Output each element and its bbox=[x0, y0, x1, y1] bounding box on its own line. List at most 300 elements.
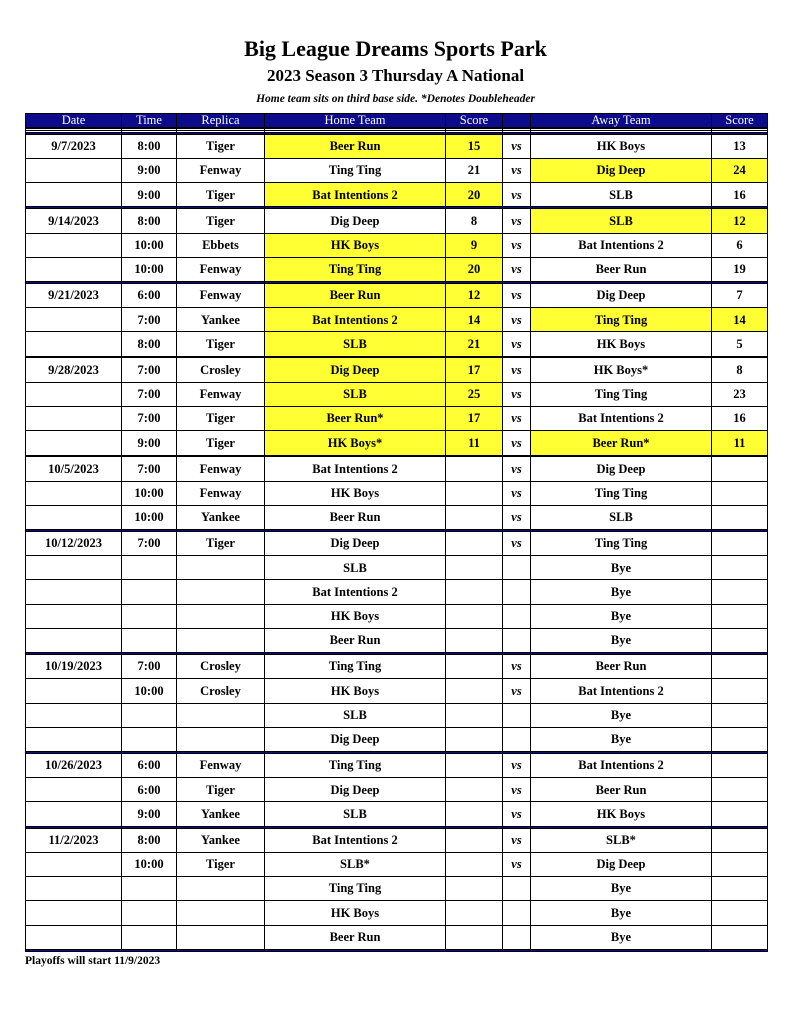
away-score-cell bbox=[712, 852, 768, 876]
home-score-cell: 20 bbox=[446, 183, 503, 207]
replica-cell: Crosley bbox=[177, 655, 265, 679]
replica-cell: Crosley bbox=[177, 358, 265, 382]
home-team-cell: HK Boys bbox=[265, 901, 446, 925]
home-score-cell: 21 bbox=[446, 332, 503, 356]
away-team-cell: Bat Intentions 2 bbox=[531, 679, 712, 703]
home-team-cell: Dig Deep bbox=[265, 778, 446, 802]
game-row bbox=[26, 209, 768, 233]
playoffs-note: Playoffs will start 11/9/2023 bbox=[25, 955, 161, 967]
time-cell: 7:00 bbox=[122, 655, 177, 679]
empty-cell bbox=[177, 556, 265, 580]
time-cell: 10:00 bbox=[122, 852, 177, 876]
home-team-cell: Dig Deep bbox=[265, 531, 446, 555]
vs-cell: vs bbox=[503, 332, 531, 356]
home-team-cell: Bat Intentions 2 bbox=[265, 183, 446, 207]
empty-cell bbox=[26, 580, 122, 604]
away-team-cell: Ting Ting bbox=[531, 481, 712, 505]
away-team-cell: Bye bbox=[531, 703, 712, 727]
home-team-cell: Beer Run bbox=[265, 134, 446, 158]
replica-cell: Fenway bbox=[177, 257, 265, 281]
empty-cell bbox=[26, 925, 122, 949]
replica-cell: Tiger bbox=[177, 332, 265, 356]
bye-row bbox=[26, 628, 768, 652]
empty-cell bbox=[712, 556, 768, 580]
home-team-cell: Bat Intentions 2 bbox=[265, 457, 446, 481]
empty-cell bbox=[446, 604, 503, 628]
game-row bbox=[26, 431, 768, 455]
col-home-score-header: Score bbox=[446, 114, 503, 128]
away-score-cell: 8 bbox=[712, 358, 768, 382]
vs-cell: vs bbox=[503, 209, 531, 233]
away-team-cell: Bat Intentions 2 bbox=[531, 407, 712, 431]
empty-cell bbox=[712, 901, 768, 925]
home-team-cell: Bat Intentions 2 bbox=[265, 308, 446, 332]
empty-cell bbox=[503, 556, 531, 580]
empty-cell bbox=[26, 901, 122, 925]
time-cell: 7:00 bbox=[122, 358, 177, 382]
bye-row bbox=[26, 925, 768, 949]
home-score-cell bbox=[446, 802, 503, 826]
date-cell bbox=[26, 778, 122, 802]
away-team-cell: Beer Run bbox=[531, 257, 712, 281]
home-team-cell: Beer Run bbox=[265, 925, 446, 949]
date-cell: 10/12/2023 bbox=[26, 531, 122, 555]
home-team-cell: Bat Intentions 2 bbox=[265, 580, 446, 604]
replica-cell: Tiger bbox=[177, 209, 265, 233]
away-score-cell bbox=[712, 531, 768, 555]
date-cell: 9/21/2023 bbox=[26, 283, 122, 307]
away-team-cell: Dig Deep bbox=[531, 852, 712, 876]
home-team-cell: Ting Ting bbox=[265, 158, 446, 182]
empty-cell bbox=[122, 556, 177, 580]
date-cell bbox=[26, 852, 122, 876]
empty-cell bbox=[177, 877, 265, 901]
game-row bbox=[26, 183, 768, 207]
game-row bbox=[26, 233, 768, 257]
away-score-cell: 12 bbox=[712, 209, 768, 233]
home-team-cell: Dig Deep bbox=[265, 209, 446, 233]
bye-row bbox=[26, 703, 768, 727]
home-team-cell: SLB bbox=[265, 703, 446, 727]
home-score-cell: 8 bbox=[446, 209, 503, 233]
empty-cell bbox=[26, 604, 122, 628]
away-team-cell: Ting Ting bbox=[531, 382, 712, 406]
game-row bbox=[26, 753, 768, 777]
time-cell: 10:00 bbox=[122, 481, 177, 505]
empty-cell bbox=[446, 901, 503, 925]
away-team-cell: Ting Ting bbox=[531, 308, 712, 332]
away-team-cell: Dig Deep bbox=[531, 158, 712, 182]
col-vs-header bbox=[503, 114, 531, 128]
home-team-cell: SLB bbox=[265, 556, 446, 580]
home-score-cell bbox=[446, 531, 503, 555]
home-score-cell bbox=[446, 679, 503, 703]
date-cell bbox=[26, 183, 122, 207]
home-score-cell: 9 bbox=[446, 233, 503, 257]
empty-cell bbox=[177, 949, 265, 951]
date-cell: 10/5/2023 bbox=[26, 457, 122, 481]
away-score-cell bbox=[712, 655, 768, 679]
col-date-header: Date bbox=[26, 114, 122, 128]
empty-cell bbox=[122, 949, 177, 951]
away-team-cell: HK Boys bbox=[531, 332, 712, 356]
date-cell bbox=[26, 257, 122, 281]
vs-cell: vs bbox=[503, 183, 531, 207]
date-cell bbox=[26, 431, 122, 455]
replica-cell: Yankee bbox=[177, 828, 265, 852]
replica-cell: Ebbets bbox=[177, 233, 265, 257]
game-row bbox=[26, 358, 768, 382]
vs-cell: vs bbox=[503, 382, 531, 406]
home-team-cell: Beer Run bbox=[265, 505, 446, 529]
empty-cell bbox=[26, 727, 122, 751]
vs-cell: vs bbox=[503, 358, 531, 382]
home-score-cell: 12 bbox=[446, 283, 503, 307]
game-row bbox=[26, 457, 768, 481]
empty-cell bbox=[446, 727, 503, 751]
home-team-cell: Beer Run* bbox=[265, 407, 446, 431]
away-score-cell: 13 bbox=[712, 134, 768, 158]
away-score-cell: 23 bbox=[712, 382, 768, 406]
replica-cell: Fenway bbox=[177, 457, 265, 481]
empty-cell bbox=[122, 901, 177, 925]
away-score-cell: 16 bbox=[712, 183, 768, 207]
col-time-header: Time bbox=[122, 114, 177, 128]
empty-cell bbox=[26, 703, 122, 727]
away-team-cell: SLB bbox=[531, 183, 712, 207]
home-score-cell bbox=[446, 655, 503, 679]
date-cell bbox=[26, 505, 122, 529]
game-row bbox=[26, 407, 768, 431]
away-score-cell bbox=[712, 481, 768, 505]
replica-cell: Fenway bbox=[177, 382, 265, 406]
replica-cell: Crosley bbox=[177, 679, 265, 703]
time-cell: 10:00 bbox=[122, 257, 177, 281]
replica-cell: Fenway bbox=[177, 283, 265, 307]
bye-row bbox=[26, 901, 768, 925]
time-cell: 6:00 bbox=[122, 778, 177, 802]
bye-row bbox=[26, 727, 768, 751]
home-team-cell: Ting Ting bbox=[265, 753, 446, 777]
time-cell: 10:00 bbox=[122, 233, 177, 257]
vs-cell: vs bbox=[503, 753, 531, 777]
empty-cell bbox=[446, 556, 503, 580]
away-score-cell bbox=[712, 753, 768, 777]
replica-cell: Yankee bbox=[177, 308, 265, 332]
date-cell bbox=[26, 679, 122, 703]
home-score-cell bbox=[446, 457, 503, 481]
date-cell: 9/7/2023 bbox=[26, 134, 122, 158]
home-team-cell: HK Boys bbox=[265, 481, 446, 505]
home-score-cell bbox=[446, 753, 503, 777]
away-score-cell bbox=[712, 802, 768, 826]
empty-cell bbox=[503, 727, 531, 751]
replica-cell: Fenway bbox=[177, 753, 265, 777]
home-team-cell: HK Boys bbox=[265, 233, 446, 257]
away-team-cell: Bye bbox=[531, 727, 712, 751]
away-team-cell: Beer Run* bbox=[531, 431, 712, 455]
page-title: Big League Dreams Sports Park bbox=[244, 36, 547, 61]
replica-cell: Fenway bbox=[177, 481, 265, 505]
away-score-cell: 16 bbox=[712, 407, 768, 431]
schedule-body bbox=[26, 127, 768, 952]
home-score-cell bbox=[446, 778, 503, 802]
replica-cell: Tiger bbox=[177, 407, 265, 431]
empty-cell bbox=[446, 949, 503, 951]
empty-cell bbox=[177, 925, 265, 949]
empty-cell bbox=[26, 556, 122, 580]
replica-cell: Tiger bbox=[177, 778, 265, 802]
time-cell: 8:00 bbox=[122, 332, 177, 356]
date-cell bbox=[26, 308, 122, 332]
replica-cell: Tiger bbox=[177, 431, 265, 455]
home-team-cell: SLB bbox=[265, 802, 446, 826]
date-cell bbox=[26, 332, 122, 356]
date-cell bbox=[26, 233, 122, 257]
away-team-cell: Bye bbox=[531, 901, 712, 925]
game-row bbox=[26, 852, 768, 876]
date-cell bbox=[26, 382, 122, 406]
bye-row bbox=[26, 877, 768, 901]
away-score-cell bbox=[712, 457, 768, 481]
game-row bbox=[26, 332, 768, 356]
vs-cell: vs bbox=[503, 505, 531, 529]
date-cell: 10/26/2023 bbox=[26, 753, 122, 777]
vs-cell: vs bbox=[503, 802, 531, 826]
empty-cell bbox=[122, 877, 177, 901]
empty-cell bbox=[177, 703, 265, 727]
home-team-cell: SLB bbox=[265, 332, 446, 356]
home-score-cell: 15 bbox=[446, 134, 503, 158]
away-team-cell: SLB* bbox=[531, 828, 712, 852]
empty-cell bbox=[177, 628, 265, 652]
replica-cell: Tiger bbox=[177, 183, 265, 207]
empty-cell bbox=[503, 604, 531, 628]
empty-cell bbox=[503, 877, 531, 901]
time-cell: 10:00 bbox=[122, 679, 177, 703]
away-score-cell: 11 bbox=[712, 431, 768, 455]
home-score-cell: 11 bbox=[446, 431, 503, 455]
home-team-cell: Dig Deep bbox=[265, 727, 446, 751]
vs-cell: vs bbox=[503, 481, 531, 505]
away-team-cell: Beer Run bbox=[531, 778, 712, 802]
away-team-cell: SLB bbox=[531, 209, 712, 233]
time-cell: 9:00 bbox=[122, 158, 177, 182]
vs-cell: vs bbox=[503, 283, 531, 307]
home-score-cell bbox=[446, 505, 503, 529]
home-team-cell: SLB* bbox=[265, 852, 446, 876]
time-cell: 9:00 bbox=[122, 802, 177, 826]
date-cell bbox=[26, 158, 122, 182]
game-row bbox=[26, 481, 768, 505]
away-team-cell: Bye bbox=[531, 877, 712, 901]
empty-cell bbox=[712, 703, 768, 727]
empty-cell bbox=[503, 628, 531, 652]
away-score-cell bbox=[712, 778, 768, 802]
vs-cell: vs bbox=[503, 531, 531, 555]
empty-cell bbox=[177, 604, 265, 628]
date-cell: 10/19/2023 bbox=[26, 655, 122, 679]
game-row bbox=[26, 828, 768, 852]
time-cell: 9:00 bbox=[122, 183, 177, 207]
empty-cell bbox=[177, 727, 265, 751]
home-team-cell: Ting Ting bbox=[265, 655, 446, 679]
empty-cell bbox=[712, 628, 768, 652]
time-cell: 7:00 bbox=[122, 531, 177, 555]
away-team-cell: Bye bbox=[531, 604, 712, 628]
header-row bbox=[26, 114, 768, 128]
home-team-cell: SLB bbox=[265, 382, 446, 406]
empty-cell bbox=[712, 604, 768, 628]
bye-row bbox=[26, 556, 768, 580]
away-score-cell bbox=[712, 505, 768, 529]
empty-cell bbox=[503, 901, 531, 925]
home-score-cell: 20 bbox=[446, 257, 503, 281]
week-separator bbox=[26, 949, 768, 951]
home-team-cell: Bat Intentions 2 bbox=[265, 828, 446, 852]
time-cell: 7:00 bbox=[122, 407, 177, 431]
bye-row bbox=[26, 604, 768, 628]
game-row bbox=[26, 778, 768, 802]
game-row bbox=[26, 308, 768, 332]
home-team-cell: HK Boys bbox=[265, 679, 446, 703]
empty-cell bbox=[26, 877, 122, 901]
schedule-table bbox=[25, 113, 768, 952]
season-subtitle: 2023 Season 3 Thursday A National bbox=[266, 66, 525, 85]
vs-cell: vs bbox=[503, 679, 531, 703]
game-row bbox=[26, 382, 768, 406]
vs-cell: vs bbox=[503, 457, 531, 481]
away-team-cell: Bye bbox=[531, 925, 712, 949]
away-team-cell: HK Boys bbox=[531, 802, 712, 826]
away-team-cell: Bye bbox=[531, 628, 712, 652]
vs-cell: vs bbox=[503, 828, 531, 852]
empty-cell bbox=[122, 925, 177, 949]
away-team-cell: HK Boys bbox=[531, 134, 712, 158]
empty-cell bbox=[122, 604, 177, 628]
empty-cell bbox=[177, 901, 265, 925]
game-row bbox=[26, 257, 768, 281]
bye-row bbox=[26, 580, 768, 604]
empty-cell bbox=[712, 949, 768, 951]
vs-cell: vs bbox=[503, 233, 531, 257]
empty-cell bbox=[26, 628, 122, 652]
home-score-cell: 17 bbox=[446, 358, 503, 382]
game-row bbox=[26, 655, 768, 679]
time-cell: 9:00 bbox=[122, 431, 177, 455]
away-team-cell: Beer Run bbox=[531, 655, 712, 679]
away-team-cell: Bye bbox=[531, 556, 712, 580]
home-score-cell: 25 bbox=[446, 382, 503, 406]
schedule-note: Home team sits on third base side. *Denotes Doubleheader bbox=[256, 93, 535, 105]
away-score-cell: 6 bbox=[712, 233, 768, 257]
empty-cell bbox=[503, 580, 531, 604]
empty-cell bbox=[503, 949, 531, 951]
empty-cell bbox=[712, 727, 768, 751]
home-score-cell: 21 bbox=[446, 158, 503, 182]
away-score-cell bbox=[712, 679, 768, 703]
home-team-cell: Ting Ting bbox=[265, 877, 446, 901]
empty-cell bbox=[712, 877, 768, 901]
col-replica-header: Replica bbox=[177, 114, 265, 128]
game-row bbox=[26, 679, 768, 703]
time-cell: 8:00 bbox=[122, 134, 177, 158]
away-team-cell: Bat Intentions 2 bbox=[531, 753, 712, 777]
empty-cell bbox=[446, 580, 503, 604]
game-row bbox=[26, 134, 768, 158]
date-cell: 9/28/2023 bbox=[26, 358, 122, 382]
away-team-cell: Dig Deep bbox=[531, 457, 712, 481]
time-cell: 8:00 bbox=[122, 828, 177, 852]
vs-cell: vs bbox=[503, 852, 531, 876]
empty-cell bbox=[503, 703, 531, 727]
empty-cell bbox=[712, 925, 768, 949]
empty-cell bbox=[122, 727, 177, 751]
home-team-cell: Beer Run bbox=[265, 283, 446, 307]
empty-cell bbox=[531, 949, 712, 951]
home-score-cell: 14 bbox=[446, 308, 503, 332]
vs-cell: vs bbox=[503, 655, 531, 679]
away-score-cell: 14 bbox=[712, 308, 768, 332]
game-row bbox=[26, 283, 768, 307]
time-cell: 8:00 bbox=[122, 209, 177, 233]
vs-cell: vs bbox=[503, 778, 531, 802]
empty-cell bbox=[446, 628, 503, 652]
empty-cell bbox=[503, 925, 531, 949]
away-team-cell: HK Boys* bbox=[531, 358, 712, 382]
vs-cell: vs bbox=[503, 257, 531, 281]
empty-cell bbox=[177, 580, 265, 604]
time-cell: 7:00 bbox=[122, 382, 177, 406]
time-cell: 6:00 bbox=[122, 753, 177, 777]
away-score-cell: 7 bbox=[712, 283, 768, 307]
date-cell: 11/2/2023 bbox=[26, 828, 122, 852]
away-team-cell: Bat Intentions 2 bbox=[531, 233, 712, 257]
replica-cell: Tiger bbox=[177, 852, 265, 876]
empty-cell bbox=[122, 628, 177, 652]
empty-cell bbox=[446, 877, 503, 901]
time-cell: 7:00 bbox=[122, 308, 177, 332]
home-score-cell bbox=[446, 481, 503, 505]
replica-cell: Tiger bbox=[177, 531, 265, 555]
vs-cell: vs bbox=[503, 308, 531, 332]
replica-cell: Yankee bbox=[177, 505, 265, 529]
home-score-cell bbox=[446, 852, 503, 876]
vs-cell: vs bbox=[503, 431, 531, 455]
col-away-team-header: Away Team bbox=[531, 114, 712, 128]
vs-cell: vs bbox=[503, 407, 531, 431]
away-score-cell: 24 bbox=[712, 158, 768, 182]
away-team-cell: SLB bbox=[531, 505, 712, 529]
away-score-cell bbox=[712, 828, 768, 852]
replica-cell: Tiger bbox=[177, 134, 265, 158]
replica-cell: Yankee bbox=[177, 802, 265, 826]
empty-cell bbox=[26, 949, 122, 951]
empty-cell bbox=[122, 580, 177, 604]
time-cell: 6:00 bbox=[122, 283, 177, 307]
game-row bbox=[26, 802, 768, 826]
game-row bbox=[26, 158, 768, 182]
empty-cell bbox=[265, 949, 446, 951]
vs-cell: vs bbox=[503, 134, 531, 158]
date-cell bbox=[26, 802, 122, 826]
home-score-cell bbox=[446, 828, 503, 852]
game-row bbox=[26, 505, 768, 529]
date-cell bbox=[26, 481, 122, 505]
date-cell: 9/14/2023 bbox=[26, 209, 122, 233]
game-row bbox=[26, 531, 768, 555]
away-score-cell: 5 bbox=[712, 332, 768, 356]
